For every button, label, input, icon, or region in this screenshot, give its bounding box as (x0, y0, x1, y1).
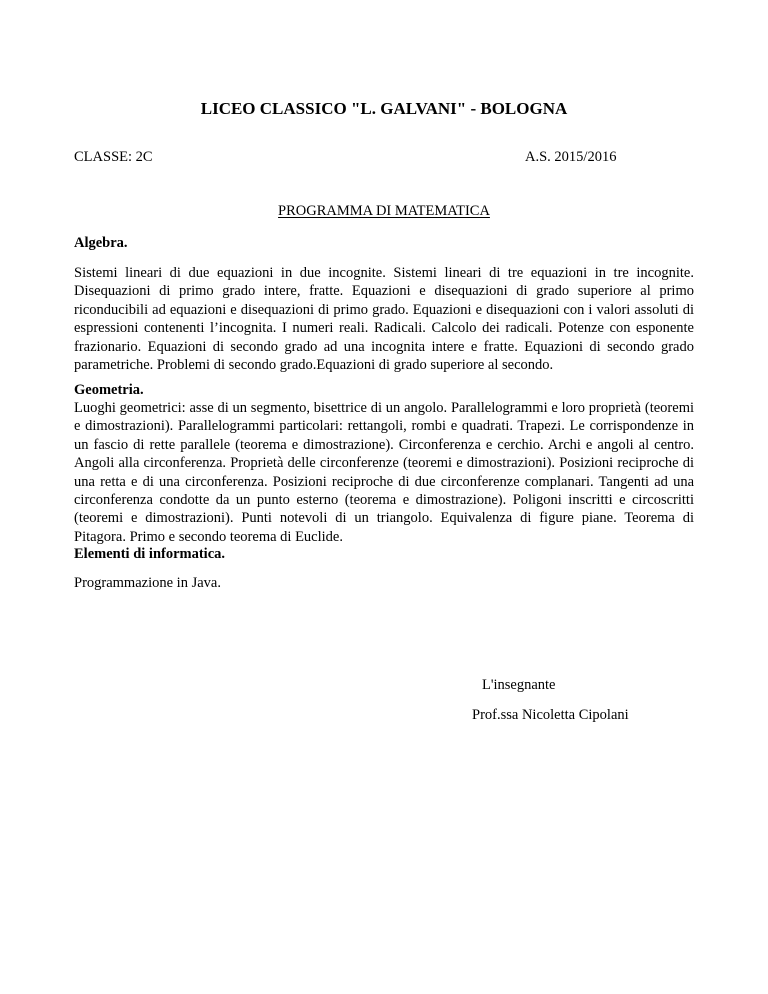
class-label: CLASSE: 2C (74, 149, 153, 165)
subject-title-text: PROGRAMMA DI MATEMATICA (278, 203, 490, 219)
school-title: LICEO CLASSICO "L. GALVANI" - BOLOGNA (200, 99, 568, 118)
geometria-heading: Geometria. (74, 382, 144, 398)
algebra-heading: Algebra. (74, 235, 128, 251)
school-year: A.S. 2015/2016 (525, 149, 617, 165)
informatica-heading: Elementi di informatica. (74, 546, 226, 562)
signature-role: L'insegnante (482, 677, 556, 693)
subject-title (0, 202, 768, 220)
algebra-body: Sistemi lineari di due equazioni in due incognite. Sistemi lineari di tre equazioni in tre incognite. Disequazioni di primo grado intere, fratte. Equazioni e disequazioni di grado superiore al primo riconducibili ad equazioni e disequazioni di primo grado. Equazioni e disequazioni con i valori assoluti di espressioni contenenti l’incognita. I numeri reali. Radicali. Calcolo dei radicali. Potenze con esponente frazionario. Equazioni di secondo grado ad una incognita intere e fratte. Equazioni di secondo grado parametriche. Problemi di secondo grado.Equazioni di grado superiore al secondo. (74, 265, 694, 374)
signature-name: Prof.ssa Nicoletta Cipolani (472, 707, 629, 723)
geometria-body: Luoghi geometrici: asse di un segmento, bisettrice di un angolo. Parallelogrammi e loro proprietà (teoremi e dimostrazioni). Parallelogrammi particolari: rettangoli, rombi e quadrati. Trapezi. Le corrispondenze in un fascio di rette parallele (teorema e dimostrazione). Circonferenza e cerchio. Archi e angoli al centro. Angoli alla circonferenza. Proprietà delle circonferenze (teoremi e dimostrazioni). Posizioni reciproche di una retta e di una circonferenza. Posizioni reciproche di due circonferenze complanari. Tangenti ad una circonferenza condotte da un punto esterno (teorema e dimostrazione). Poligoni inscritti e circoscritti (teoremi e dimostrazioni). Punti notevoli di un triangolo. Equivalenza di figure piane. Teorema di Pitagora. Primo e secondo teorema di Euclide. (74, 400, 694, 545)
informatica-body: Programmazione in Java. (74, 575, 221, 591)
